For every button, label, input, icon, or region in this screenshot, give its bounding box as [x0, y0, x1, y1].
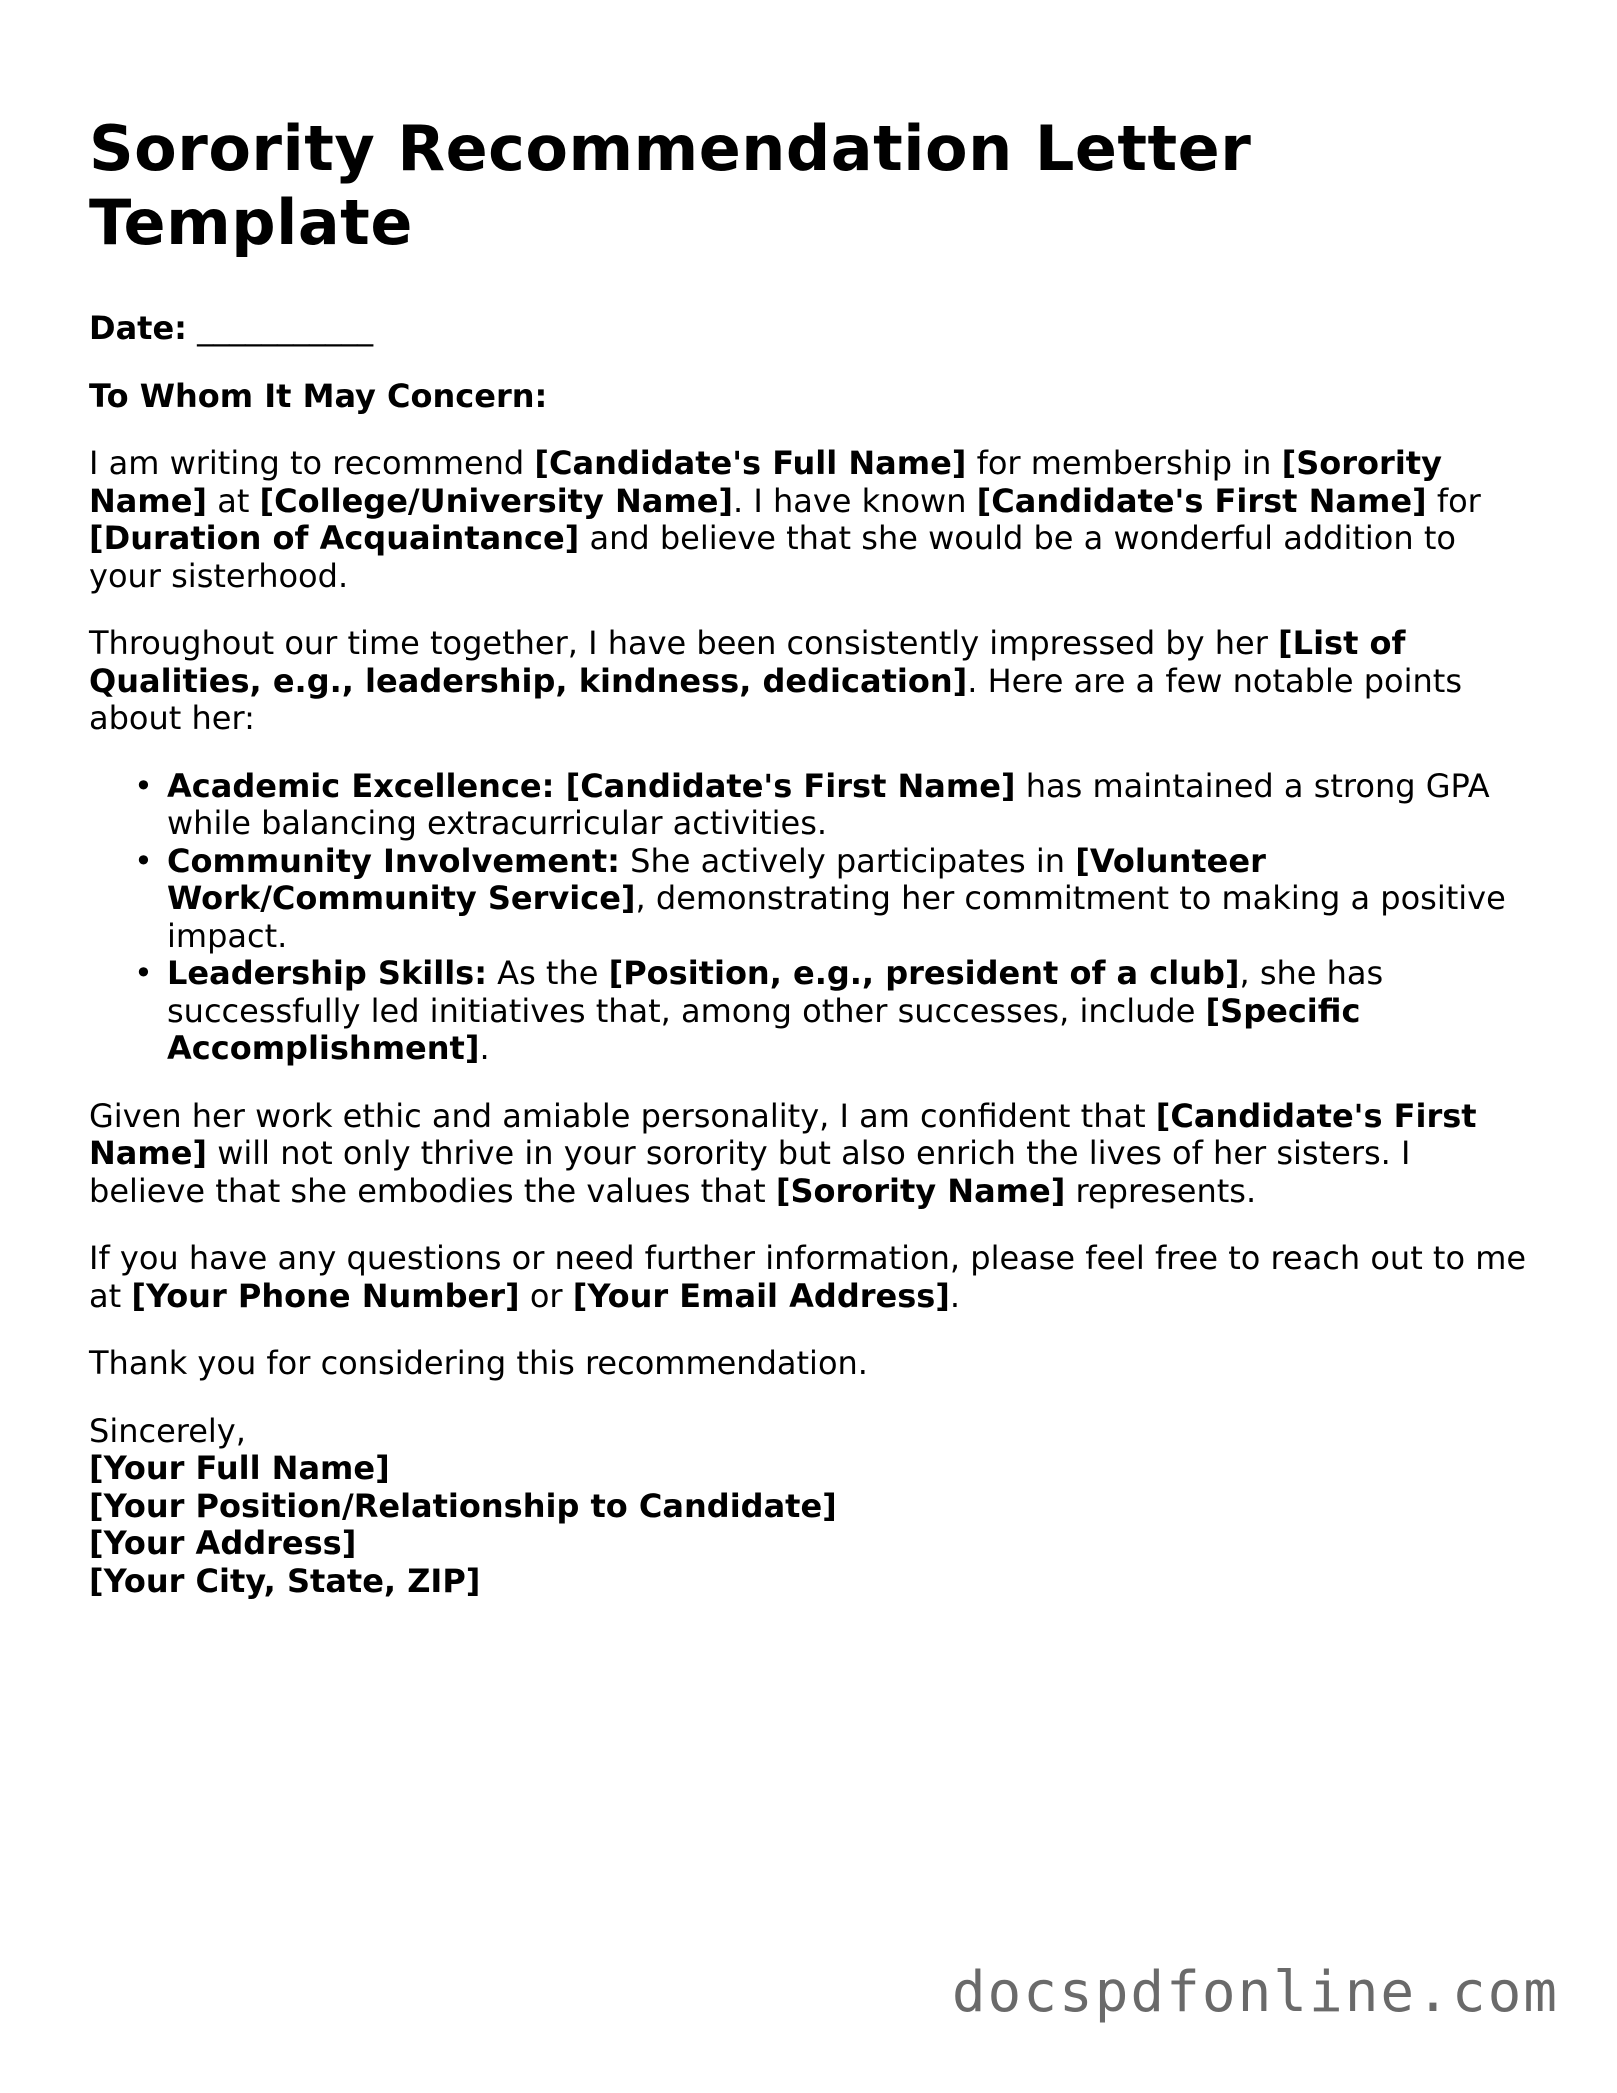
text-run: at	[207, 481, 260, 520]
placeholder-candidate-full-name: [Candidate's Full Name]	[534, 444, 967, 482]
document-title: Sorority Recommendation Letter Template	[89, 112, 1252, 259]
text-run: .	[949, 1276, 961, 1315]
closing-salutation: Sincerely,	[89, 1411, 246, 1450]
text-run: She actively participates in	[619, 841, 1076, 880]
bold-run: [Position, e.g., president of a club]	[608, 954, 1240, 992]
list-item	[134, 954, 1529, 1068]
text-run: Throughout our time together, I have been consistently impressed by her	[89, 624, 1279, 662]
placeholder-your-name: [Your Full Name]	[89, 1449, 390, 1487]
placeholder-candidate-first-name: [Candidate's First Name]	[89, 1096, 1477, 1172]
text-run: for membership in	[966, 444, 1282, 482]
placeholder-your-position: [Your Position/Relationship to Candidate]	[89, 1486, 837, 1525]
salutation	[89, 378, 1529, 416]
bullet-icon: •	[134, 766, 153, 805]
paragraph-confidence	[89, 1098, 1529, 1211]
text-run: or	[519, 1276, 573, 1315]
text-run: .	[479, 1029, 490, 1067]
bold-run: [Volunteer Work/Community Service]	[167, 841, 1266, 917]
text-run: for	[1426, 481, 1481, 520]
placeholder-college-name: [College/University Name]	[259, 481, 734, 520]
placeholder-candidate-first-name: [Candidate's First Name]	[976, 481, 1427, 520]
placeholder-email: [Your Email Address]	[572, 1276, 950, 1315]
text-run: represents.	[1065, 1171, 1257, 1210]
document-page	[89, 112, 1529, 1600]
text-run: will not only thrive in your sorority but also enrich the lives of her sisters. I believe that she embodies the values that	[89, 1134, 1411, 1210]
list-item	[134, 841, 1529, 956]
bullet-icon: •	[134, 954, 153, 992]
watermark: docspdfonline.com	[951, 1960, 1559, 2025]
placeholder-qualities: [List of Qualities, e.g., leadership, kindness, dedication]	[89, 624, 1406, 700]
text-run: As the	[487, 954, 609, 992]
placeholder-duration: [Duration of Acquaintance]	[89, 519, 580, 557]
text-run: . I have known	[733, 481, 977, 520]
placeholder-your-city: [Your City, State, ZIP]	[89, 1561, 481, 1600]
date-label: Date:	[89, 309, 187, 347]
text-run: has maintained a strong GPA while balancing extracurricular activities.	[167, 766, 1490, 842]
list-item	[134, 766, 1529, 843]
paragraph-contact	[89, 1240, 1529, 1315]
placeholder-sorority-name: [Sorority Name]	[89, 444, 1442, 520]
text-run: , demonstrating her commitment to making a positive impact.	[167, 879, 1506, 955]
bold-run: Academic Excellence: [Candidate's First Name]	[167, 766, 1016, 805]
bold-run: Community Involvement:	[167, 841, 620, 880]
signature-block	[89, 1413, 1529, 1601]
bold-run: Leadership Skills:	[167, 954, 487, 992]
date-line	[89, 310, 1529, 348]
text-run: . Here are a few notable points about her:	[89, 661, 1462, 737]
text-run: If you have any questions or need further information, please feel free to reach out to me at	[89, 1239, 1527, 1315]
bullet-icon: •	[134, 841, 153, 880]
text-run: and believe that she would be a wonderful addition to your sisterhood.	[89, 519, 1456, 595]
placeholder-sorority-name: [Sorority Name]	[775, 1171, 1066, 1210]
salutation-text: To Whom It May Concern:	[89, 376, 548, 415]
text-run: , she has successfully led initiatives that, among other successes, include	[167, 954, 1384, 1030]
paragraph-thanks: Thank you for considering this recommendation.	[89, 1344, 868, 1382]
paragraph-qualities	[89, 625, 1529, 738]
paragraph-introduction	[89, 445, 1529, 595]
date-blank: ___________	[197, 309, 374, 347]
text-run: Given her work ethic and amiable personality, I am confident that	[89, 1096, 1156, 1135]
placeholder-phone: [Your Phone Number]	[131, 1276, 520, 1315]
notable-points-list	[89, 768, 1529, 1068]
bold-run: [Specific Accomplishment]	[167, 991, 1361, 1067]
text-run: I am writing to recommend	[89, 444, 535, 482]
placeholder-your-address: [Your Address]	[89, 1524, 357, 1562]
